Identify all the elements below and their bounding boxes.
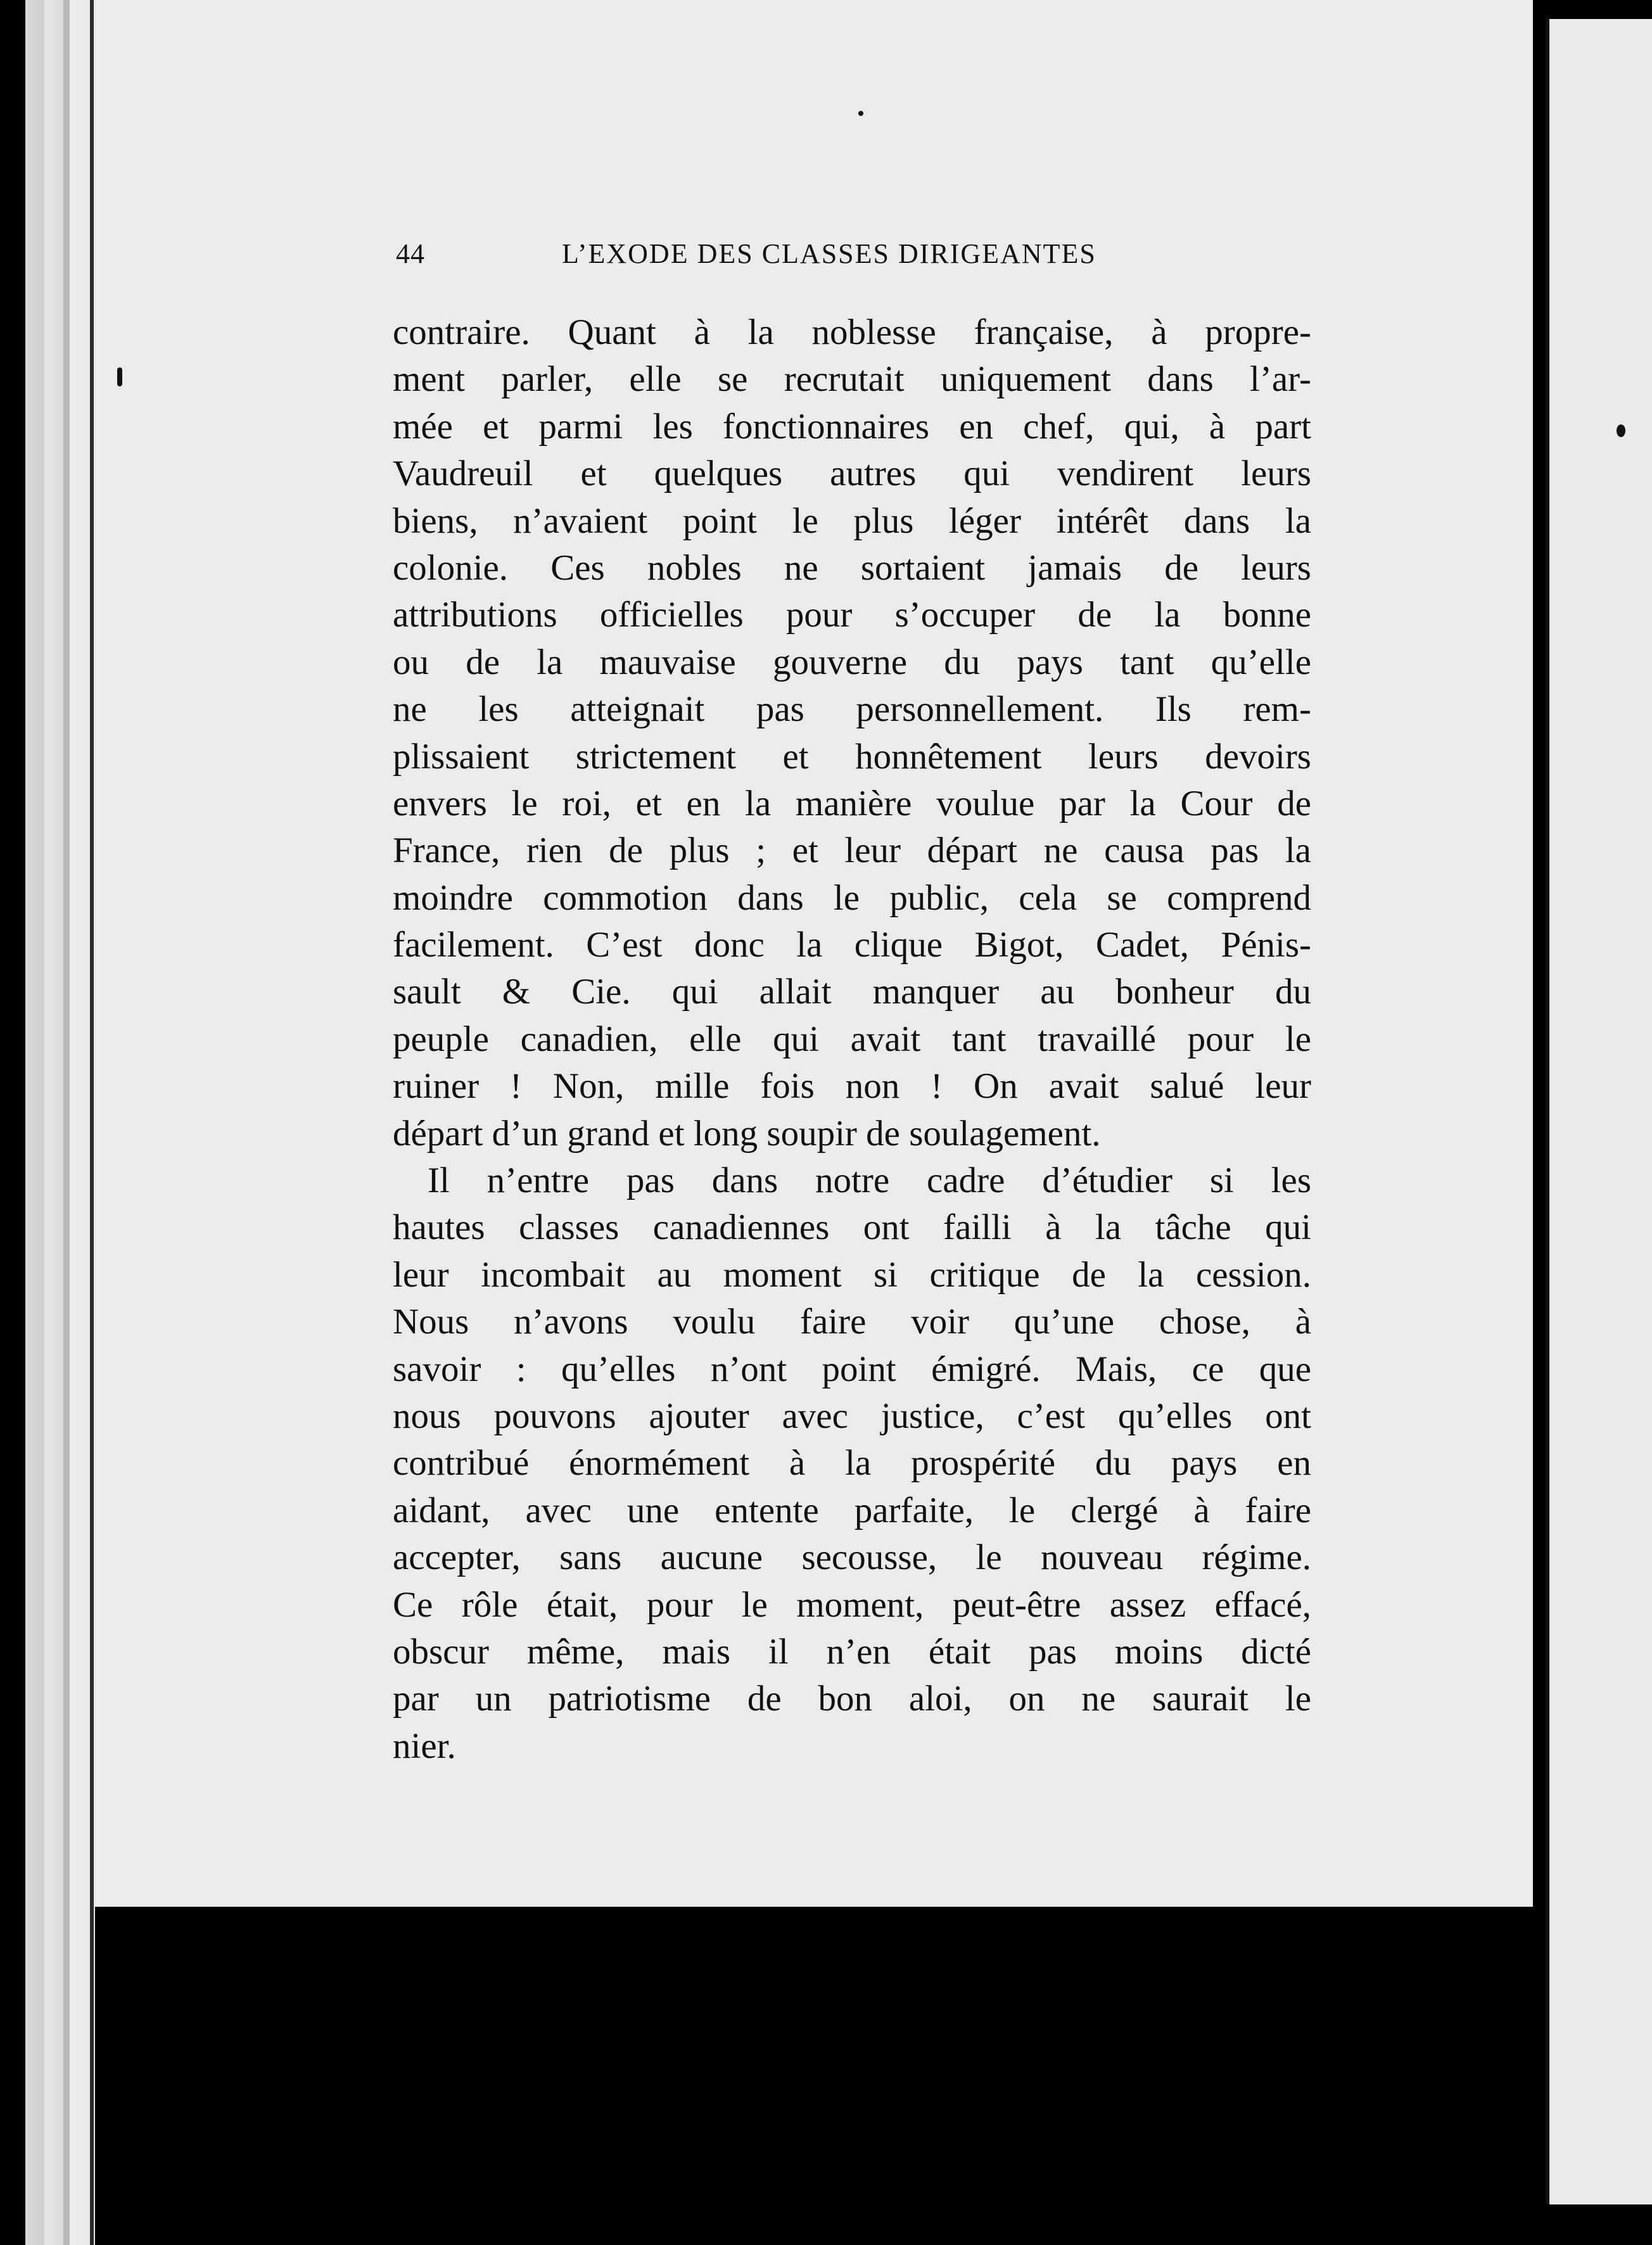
text-line: hautes classes canadiennes ont failli à la tâche qui	[393, 1207, 1311, 1248]
text-line: contraire. Quant à la noblesse française, à propre-	[393, 312, 1311, 352]
text-line: France, rien de plus ; et leur départ ne causa pas la	[393, 830, 1311, 871]
text-line: contribué énormément à la prospérité du pays en	[393, 1443, 1311, 1484]
text-line: ne les atteignait pas personnellement. Ils rem-	[393, 689, 1311, 730]
binding-line	[90, 0, 94, 2245]
text-line: biens, n’avaient point le plus léger intérêt dans la	[393, 500, 1311, 541]
text-line: attributions officielles pour s’occuper de la bonne	[393, 595, 1311, 635]
adjacent-page-edge-line	[1546, 19, 1549, 2204]
text-line: plissaient strictement et honnêtement leurs devoirs	[393, 736, 1311, 777]
text-line: peuple canadien, elle qui avait tant travaillé pour le	[393, 1019, 1311, 1059]
ink-speck	[858, 111, 863, 116]
ink-speck	[1617, 424, 1625, 437]
text-line: colonie. Ces nobles ne sortaient jamais de leurs	[393, 547, 1311, 588]
running-title: L’EXODE DES CLASSES DIRIGEANTES	[562, 238, 1096, 269]
adjacent-page-edge	[1549, 19, 1652, 2204]
text-line: ou de la mauvaise gouverne du pays tant qu’elle	[393, 642, 1311, 682]
text-line: Vaudreuil et quelques autres qui vendirent leurs	[393, 454, 1311, 494]
page-bottom-shadow	[95, 1907, 1533, 2245]
binding-gutter	[0, 0, 111, 2245]
text-line: nous pouvons ajouter avec justice, c’est qu’elles ont	[393, 1396, 1311, 1436]
text-line: ruiner ! Non, mille fois non ! On avait salué leur	[393, 1066, 1311, 1107]
text-line: aidant, avec une entente parfaite, le clergé à faire	[393, 1490, 1311, 1530]
text-line: mée et parmi les fonctionnaires en chef, qui, à part	[393, 406, 1311, 447]
text-line: Nous n’avons voulu faire voir qu’une chose, à	[393, 1302, 1311, 1342]
running-header	[396, 238, 1308, 282]
text-line: moindre commotion dans le public, cela se comprend	[393, 877, 1311, 918]
text-line: Ce rôle était, pour le moment, peut-être assez effacé,	[393, 1584, 1311, 1625]
text-line: leur incombait au moment si critique de la cession.	[393, 1254, 1311, 1295]
text-line: accepter, sans aucune secousse, le nouveau régime.	[393, 1537, 1311, 1578]
text-line: Il n’entre pas dans notre cadre d’étudier si les	[428, 1161, 1311, 1201]
text-line: obscur même, mais il n’en était pas moins dicté	[393, 1631, 1311, 1672]
text-line: nier.	[393, 1726, 456, 1766]
text-line: ment parler, elle se recrutait uniquement dans l’ar-	[393, 359, 1311, 400]
text-line: facilement. C’est donc la clique Bigot, Cadet, Pénis-	[393, 925, 1311, 965]
ink-speck	[117, 367, 122, 386]
text-line: envers le roi, et en la manière voulue par la Cour de	[393, 783, 1311, 824]
text-line: savoir : qu’elles n’ont point émigré. Mais, ce que	[393, 1349, 1311, 1389]
text-line: par un patriotisme de bon aloi, on ne saurait le	[393, 1679, 1311, 1719]
text-line: sault & Cie. qui allait manquer au bonheur du	[393, 972, 1311, 1012]
page-number: 44	[396, 238, 425, 269]
body-text	[393, 309, 1311, 1770]
text-line: départ d’un grand et long soupir de soulagement.	[393, 1113, 1101, 1154]
